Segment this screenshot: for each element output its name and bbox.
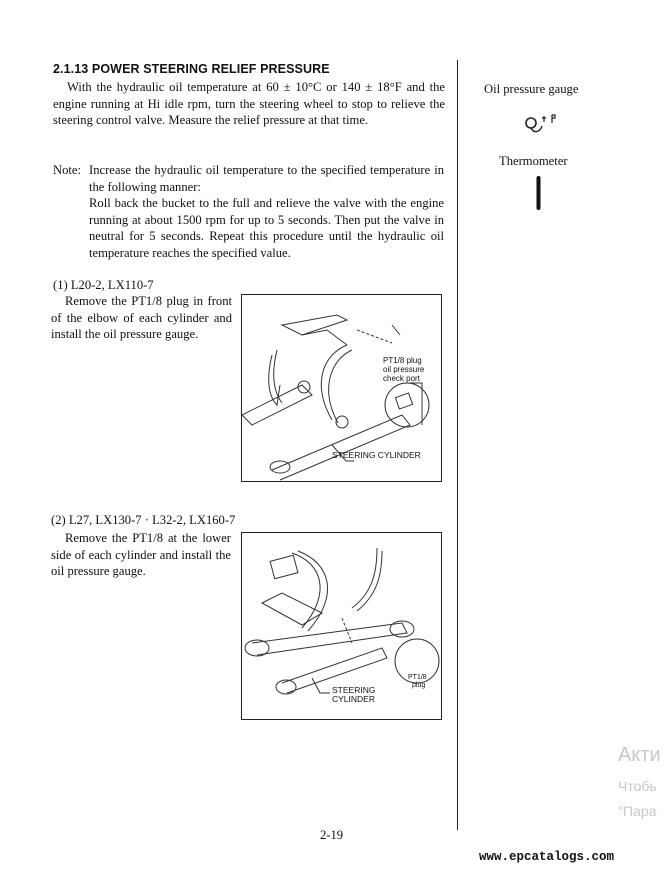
valve-block bbox=[270, 555, 298, 579]
label-cylinder: CYLINDER bbox=[332, 694, 375, 704]
footer-url: www.epcatalogs.com bbox=[478, 850, 614, 864]
label-steering: STEERING bbox=[332, 685, 376, 695]
step-1-title: (1) L20-2, LX110-7 bbox=[53, 278, 154, 292]
step-2-title: (2) L27, LX130-7 · L32-2, LX160-7 bbox=[51, 513, 236, 527]
cylinder-leader bbox=[312, 678, 330, 693]
step-1-body: Remove the PT1/8 plug in front of the elbow of each cylinder and install the oil pressure gauge. bbox=[51, 294, 232, 341]
note-line-2: Roll back the bucket to the full and relieve the valve with the engine running at about 1500 rpm for up to 5 seconds. Then put the valve in neutral for 5 seconds. Repeat this procedure until the hydraulic oil temperature reaches the specified value. bbox=[89, 196, 444, 260]
lower-cylinder bbox=[272, 415, 410, 480]
note-line-1: Increase the hydraulic oil temperature to the specified temperature in the following manner: bbox=[89, 163, 444, 194]
note-body bbox=[89, 162, 444, 261]
figure-steering-cylinder-1 bbox=[241, 294, 442, 482]
watermark-line-2: Чтобь bbox=[618, 778, 657, 794]
column-divider bbox=[457, 60, 458, 830]
thermometer-label: Thermometer bbox=[499, 154, 568, 168]
watermark-line-3: "Пара bbox=[618, 803, 657, 819]
label-oil-pressure: oil pressure bbox=[383, 365, 425, 374]
pressure-gauge-icon bbox=[522, 110, 562, 143]
figure-steering-cylinder-2 bbox=[241, 532, 442, 720]
watermark-line-1: Акти bbox=[618, 744, 661, 766]
label-steering-cylinder: STEERING CYLINDER bbox=[332, 450, 421, 460]
intro-paragraph: With the hydraulic oil temperature at 60 ± 10°C or 140 ± 18°F and the engine running at Hi idle rpm, turn the steering wheel to stop to relieve the steering control valve. Measure the relief pressure at that time. bbox=[53, 80, 445, 127]
label-pt18: PT1/8 bbox=[408, 674, 427, 681]
label-pt18-plug: PT1/8 plug bbox=[383, 356, 422, 365]
label-plug: plug bbox=[412, 682, 426, 689]
upper-cylinder bbox=[252, 623, 407, 655]
oil-pressure-gauge-label: Oil pressure gauge bbox=[484, 82, 579, 96]
page-number: 2-19 bbox=[320, 828, 344, 842]
step-2-body: Remove the PT1/8 at the lower side of each cylinder and install the oil pressure gauge. bbox=[51, 531, 231, 578]
note-label: Note: bbox=[53, 163, 81, 177]
figure-1-drawing bbox=[242, 295, 441, 481]
label-check-port: check port bbox=[383, 374, 420, 383]
thermometer-icon bbox=[535, 176, 543, 217]
section-heading: 2.1.13 POWER STEERING RELIEF PRESSURE bbox=[53, 62, 330, 76]
figure-2-drawing bbox=[242, 533, 441, 719]
